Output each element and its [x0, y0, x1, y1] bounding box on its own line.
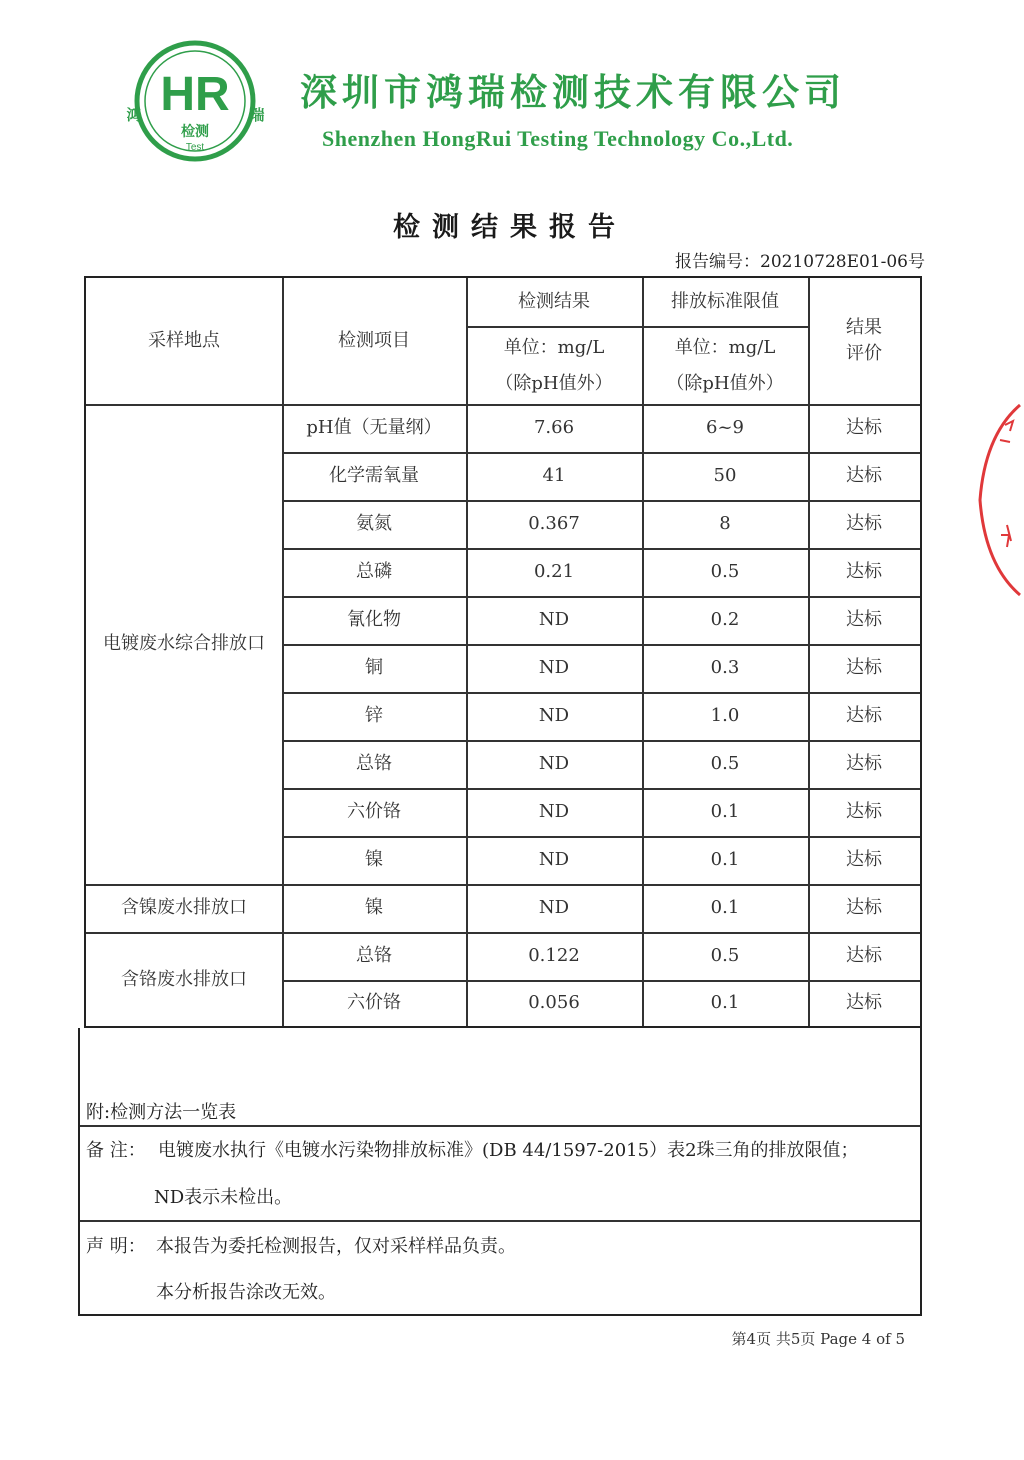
limit-cell: 8 — [719, 512, 731, 534]
evaluation-cell: 达标 — [846, 944, 882, 966]
evaluation-cell: 达标 — [846, 416, 882, 438]
header-limit-unit: 单位：mg/L — [674, 336, 776, 358]
item-cell: 氰化物 — [347, 608, 401, 630]
limit-cell: 0.1 — [710, 800, 740, 822]
result-cell: ND — [538, 896, 570, 918]
result-cell: 0.122 — [528, 944, 580, 966]
result-cell: ND — [538, 656, 570, 678]
company-name-cn: 深圳市鸿瑞检测技术有限公司 — [300, 71, 846, 114]
header-result: 检测结果 — [518, 290, 590, 312]
result-cell: ND — [538, 848, 570, 870]
evaluation-cell: 达标 — [846, 512, 882, 534]
limit-cell: 0.1 — [710, 848, 740, 870]
item-cell: 总铬 — [356, 752, 392, 774]
limit-cell: 0.5 — [710, 560, 740, 582]
site-combined-outlet: 电镀废水综合排放口 — [103, 632, 265, 654]
statement-label: 声 明： — [86, 1236, 146, 1257]
result-cell: 0.056 — [528, 991, 580, 1013]
result-cell: 0.367 — [528, 512, 580, 534]
report-number: 报告编号：20210728E01-06号 — [675, 252, 925, 272]
evaluation-cell: 达标 — [846, 896, 882, 918]
limit-cell: 0.5 — [710, 752, 740, 774]
item-cell: 总磷 — [356, 560, 392, 582]
header-limit-note: （除pH值外） — [666, 372, 784, 394]
result-cell: ND — [538, 800, 570, 822]
logo-test-text: Test — [185, 142, 205, 153]
item-cell: 铜 — [365, 656, 383, 678]
company-logo — [120, 38, 270, 168]
company-name-en: Shenzhen HongRui Testing Technology Co.,Ltd. — [322, 126, 794, 151]
evaluation-cell: 达标 — [846, 752, 882, 774]
evaluation-cell: 达标 — [846, 848, 882, 870]
logo-right-char: 瑞 — [249, 106, 265, 124]
item-cell: 六价铬 — [347, 991, 401, 1013]
limit-cell: 0.1 — [710, 896, 740, 918]
result-cell: ND — [538, 704, 570, 726]
limit-cell: 0.1 — [710, 991, 740, 1013]
item-cell: 化学需氧量 — [329, 464, 419, 486]
limit-cell: 50 — [713, 464, 737, 486]
statement-line-2: 本分析报告涂改无效。 — [156, 1282, 336, 1303]
header-result-unit: 单位：mg/L — [503, 336, 605, 358]
result-cell: ND — [538, 752, 570, 774]
header-item: 检测项目 — [338, 329, 410, 351]
result-cell: 7.66 — [533, 416, 575, 438]
site-chromium-outlet: 含铬废水排放口 — [121, 968, 247, 990]
notes-section — [78, 1028, 922, 1316]
item-cell: 锌 — [365, 704, 383, 726]
evaluation-cell: 达标 — [846, 464, 882, 486]
results-table — [84, 276, 922, 1028]
result-cell: 0.21 — [533, 560, 575, 582]
result-cell: ND — [538, 608, 570, 630]
header-evaluation-1: 结果 — [846, 316, 882, 338]
limit-cell: 6~9 — [706, 416, 744, 438]
remark-line-2: ND表示未检出。 — [154, 1187, 293, 1208]
site-nickel-outlet: 含镍废水排放口 — [121, 896, 247, 918]
result-cell: 41 — [542, 464, 566, 486]
evaluation-cell: 达标 — [846, 800, 882, 822]
limit-cell: 0.5 — [710, 944, 740, 966]
evaluation-cell: 达标 — [846, 656, 882, 678]
logo-left-char: 鸿 — [126, 106, 142, 124]
limit-cell: 0.3 — [710, 656, 740, 678]
evaluation-cell: 达标 — [846, 608, 882, 630]
remark-label: 备 注： — [86, 1140, 146, 1161]
header-evaluation-2: 评价 — [846, 342, 882, 364]
evaluation-cell: 达标 — [846, 560, 882, 582]
limit-cell: 0.2 — [710, 608, 740, 630]
item-cell: 镍 — [365, 848, 383, 870]
item-cell: 六价铬 — [347, 800, 401, 822]
item-cell: 总铬 — [356, 944, 392, 966]
item-cell: pH值（无量纲） — [306, 416, 442, 438]
seal-stamp-fragment — [975, 395, 1024, 605]
evaluation-cell: 达标 — [846, 704, 882, 726]
header-result-note: （除pH值外） — [495, 372, 613, 394]
logo-letters: HR — [160, 68, 230, 121]
remark-line-1: 电镀废水执行《电镀水污染物排放标准》(DB 44/1597-2015）表2珠三角的排放限值； — [158, 1140, 859, 1161]
statement-line-1: 本报告为委托检测报告，仅对采样样品负责。 — [156, 1236, 516, 1257]
evaluation-cell: 达标 — [846, 991, 882, 1013]
page-number: 第4页 共5页 Page 4 of 5 — [731, 1330, 905, 1348]
logo-under-text: 检测 — [181, 124, 209, 140]
header-site: 采样地点 — [148, 329, 220, 351]
appendix-label: 附:检测方法一览表 — [86, 1102, 237, 1123]
limit-cell: 1.0 — [710, 704, 740, 726]
report-title: 检测结果报告 — [393, 212, 627, 243]
item-cell: 氨氮 — [356, 512, 392, 534]
header-limit: 排放标准限值 — [671, 290, 779, 312]
item-cell: 镍 — [365, 896, 383, 918]
